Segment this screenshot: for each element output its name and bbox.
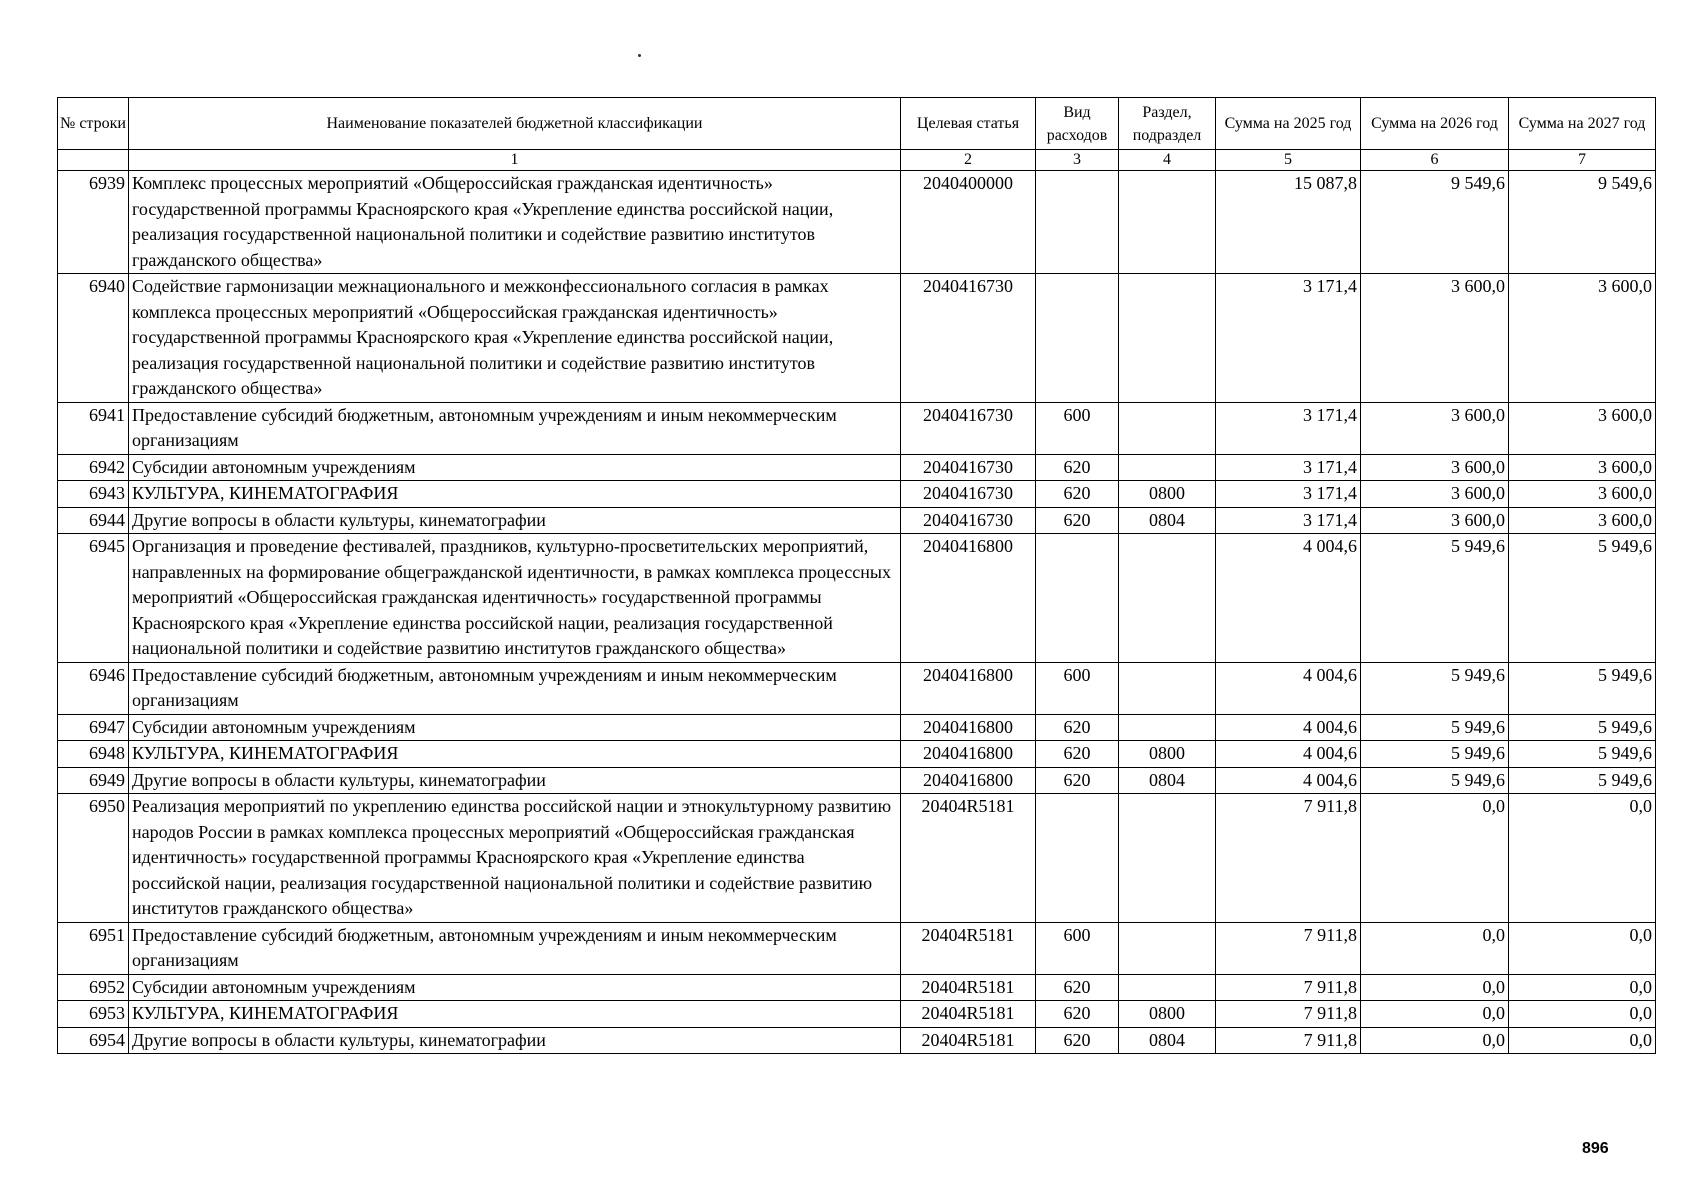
row-name: Субсидии автономным учреждениям — [129, 454, 901, 481]
row-kind: 620 — [1036, 974, 1119, 1001]
row-target: 2040416800 — [901, 662, 1036, 714]
table-row — [58, 171, 1656, 274]
row-kind — [1036, 274, 1119, 403]
row-section: 0804 — [1119, 507, 1216, 534]
row-sum-2027: 0,0 — [1509, 922, 1656, 974]
row-sum-2027: 3 600,0 — [1509, 481, 1656, 508]
row-target: 2040416800 — [901, 741, 1036, 768]
row-sum-2025: 3 171,4 — [1216, 454, 1361, 481]
row-target: 2040416730 — [901, 454, 1036, 481]
row-name: КУЛЬТУРА, КИНЕМАТОГРАФИЯ — [129, 741, 901, 768]
row-name: Другие вопросы в области культуры, кинематографии — [129, 1027, 901, 1054]
row-number: 6940 — [58, 274, 129, 403]
row-target: 2040416730 — [901, 274, 1036, 403]
row-target: 20404R5181 — [901, 922, 1036, 974]
row-section — [1119, 714, 1216, 741]
table-row — [58, 481, 1656, 508]
header-section: Раздел, подраздел — [1119, 98, 1216, 150]
table-row — [58, 534, 1656, 663]
column-number: 4 — [1119, 150, 1216, 171]
column-number: 5 — [1216, 150, 1361, 171]
row-number: 6952 — [58, 974, 129, 1001]
row-sum-2025: 7 911,8 — [1216, 1027, 1361, 1054]
row-sum-2026: 0,0 — [1361, 794, 1509, 923]
row-kind: 620 — [1036, 714, 1119, 741]
row-sum-2027: 3 600,0 — [1509, 454, 1656, 481]
row-number: 6942 — [58, 454, 129, 481]
column-number-row — [58, 150, 1656, 171]
row-sum-2025: 15 087,8 — [1216, 171, 1361, 274]
page-number: 896 — [1582, 1140, 1609, 1157]
table-row — [58, 507, 1656, 534]
row-sum-2025: 4 004,6 — [1216, 662, 1361, 714]
table-row — [58, 454, 1656, 481]
header-sum-2026: Сумма на 2026 год — [1361, 98, 1509, 150]
row-sum-2026: 3 600,0 — [1361, 454, 1509, 481]
row-sum-2026: 5 949,6 — [1361, 662, 1509, 714]
row-target: 20404R5181 — [901, 974, 1036, 1001]
row-sum-2027: 5 949,6 — [1509, 767, 1656, 794]
column-number: 2 — [901, 150, 1036, 171]
table-row — [58, 1027, 1656, 1054]
row-section — [1119, 402, 1216, 454]
row-name: Предоставление субсидий бюджетным, автономным учреждениям и иным некоммерческим организациям — [129, 402, 901, 454]
row-section: 0800 — [1119, 741, 1216, 768]
row-sum-2027: 5 949,6 — [1509, 534, 1656, 663]
table-row — [58, 767, 1656, 794]
row-sum-2026: 3 600,0 — [1361, 481, 1509, 508]
row-kind — [1036, 794, 1119, 923]
row-number: 6951 — [58, 922, 129, 974]
row-number: 6954 — [58, 1027, 129, 1054]
row-sum-2025: 3 171,4 — [1216, 481, 1361, 508]
budget-table — [57, 97, 1656, 1054]
row-target: 20404R5181 — [901, 1027, 1036, 1054]
row-name: КУЛЬТУРА, КИНЕМАТОГРАФИЯ — [129, 1001, 901, 1028]
column-number — [58, 150, 129, 171]
table-row — [58, 402, 1656, 454]
row-sum-2026: 0,0 — [1361, 974, 1509, 1001]
row-sum-2025: 4 004,6 — [1216, 714, 1361, 741]
row-sum-2025: 7 911,8 — [1216, 974, 1361, 1001]
row-kind: 600 — [1036, 662, 1119, 714]
row-sum-2025: 3 171,4 — [1216, 507, 1361, 534]
column-number: 3 — [1036, 150, 1119, 171]
row-kind: 620 — [1036, 767, 1119, 794]
row-sum-2026: 5 949,6 — [1361, 767, 1509, 794]
row-target: 2040416730 — [901, 481, 1036, 508]
row-sum-2026: 0,0 — [1361, 1001, 1509, 1028]
row-target: 2040400000 — [901, 171, 1036, 274]
row-number: 6953 — [58, 1001, 129, 1028]
header-sum-2025: Сумма на 2025 год — [1216, 98, 1361, 150]
row-kind: 620 — [1036, 741, 1119, 768]
row-sum-2026: 3 600,0 — [1361, 274, 1509, 403]
header-kind: Вид расходов — [1036, 98, 1119, 150]
row-sum-2027: 0,0 — [1509, 1027, 1656, 1054]
row-kind: 620 — [1036, 507, 1119, 534]
row-section: 0800 — [1119, 481, 1216, 508]
table-row — [58, 741, 1656, 768]
table-row — [58, 794, 1656, 923]
row-number: 6944 — [58, 507, 129, 534]
row-sum-2027: 0,0 — [1509, 974, 1656, 1001]
row-sum-2025: 7 911,8 — [1216, 794, 1361, 923]
row-sum-2027: 0,0 — [1509, 1001, 1656, 1028]
row-sum-2026: 3 600,0 — [1361, 402, 1509, 454]
row-sum-2026: 0,0 — [1361, 922, 1509, 974]
header-row — [58, 98, 1656, 150]
table-row — [58, 662, 1656, 714]
row-sum-2025: 3 171,4 — [1216, 402, 1361, 454]
row-sum-2025: 7 911,8 — [1216, 922, 1361, 974]
header-row-num: № строки — [58, 98, 129, 150]
row-sum-2026: 5 949,6 — [1361, 534, 1509, 663]
row-kind: 600 — [1036, 402, 1119, 454]
row-section: 0800 — [1119, 1001, 1216, 1028]
row-target: 2040416730 — [901, 402, 1036, 454]
row-number: 6950 — [58, 794, 129, 923]
row-sum-2025: 4 004,6 — [1216, 741, 1361, 768]
row-kind: 620 — [1036, 454, 1119, 481]
row-name: Реализация мероприятий по укреплению единства российской нации и этнокультурному развитию народов России в рамках комплекса процессных мероприятий «Общероссийская гражданская идентичность» государственной программы Красноярского края «Укрепление единства российской нации, реализация государственной национальной политики и содействие развитию институтов гражданского общества» — [129, 794, 901, 923]
row-number: 6946 — [58, 662, 129, 714]
header-name: Наименование показателей бюджетной классификации — [129, 98, 901, 150]
column-number: 1 — [129, 150, 901, 171]
column-number: 7 — [1509, 150, 1656, 171]
row-number: 6948 — [58, 741, 129, 768]
row-sum-2025: 3 171,4 — [1216, 274, 1361, 403]
row-target: 2040416800 — [901, 534, 1036, 663]
row-sum-2025: 4 004,6 — [1216, 767, 1361, 794]
row-number: 6949 — [58, 767, 129, 794]
header-target: Целевая статья — [901, 98, 1036, 150]
row-section — [1119, 274, 1216, 403]
row-sum-2027: 5 949,6 — [1509, 741, 1656, 768]
table-row — [58, 922, 1656, 974]
row-target: 20404R5181 — [901, 794, 1036, 923]
row-sum-2027: 5 949,6 — [1509, 662, 1656, 714]
row-section — [1119, 534, 1216, 663]
row-name: Комплекс процессных мероприятий «Общероссийская гражданская идентичность» государственной программы Красноярского края «Укрепление единства российской нации, реализация государственной национальной политики и содействие развитию институтов гражданского общества» — [129, 171, 901, 274]
table-row — [58, 1001, 1656, 1028]
row-section — [1119, 171, 1216, 274]
row-kind: 620 — [1036, 1001, 1119, 1028]
row-kind — [1036, 171, 1119, 274]
row-sum-2026: 3 600,0 — [1361, 507, 1509, 534]
row-sum-2026: 9 549,6 — [1361, 171, 1509, 274]
row-name: Предоставление субсидий бюджетным, автономным учреждениям и иным некоммерческим организациям — [129, 922, 901, 974]
row-sum-2027: 5 949,6 — [1509, 714, 1656, 741]
row-section — [1119, 794, 1216, 923]
row-sum-2027: 9 549,6 — [1509, 171, 1656, 274]
table-body — [58, 171, 1656, 1054]
row-kind: 620 — [1036, 1027, 1119, 1054]
row-number: 6941 — [58, 402, 129, 454]
column-number: 6 — [1361, 150, 1509, 171]
row-target: 2040416800 — [901, 714, 1036, 741]
row-target: 20404R5181 — [901, 1001, 1036, 1028]
row-kind: 620 — [1036, 481, 1119, 508]
row-sum-2027: 0,0 — [1509, 794, 1656, 923]
row-kind: 600 — [1036, 922, 1119, 974]
row-sum-2025: 4 004,6 — [1216, 534, 1361, 663]
row-name: Организация и проведение фестивалей, праздников, культурно-просветительских мероприятий, направленных на формирование общегражданской идентичности, в рамках комплекса процессных мероприятий «Общероссийская гражданская идентичность» государственной программы Красноярского края «Укрепление единства российской нации, реализация государственной национальной политики и содействие развитию институтов гражданского общества» — [129, 534, 901, 663]
row-sum-2027: 3 600,0 — [1509, 402, 1656, 454]
row-section: 0804 — [1119, 1027, 1216, 1054]
table-row — [58, 714, 1656, 741]
row-number: 6939 — [58, 171, 129, 274]
row-name: Субсидии автономным учреждениям — [129, 974, 901, 1001]
row-name: Субсидии автономным учреждениям — [129, 714, 901, 741]
row-number: 6943 — [58, 481, 129, 508]
row-name: КУЛЬТУРА, КИНЕМАТОГРАФИЯ — [129, 481, 901, 508]
row-sum-2027: 3 600,0 — [1509, 274, 1656, 403]
row-name: Предоставление субсидий бюджетным, автономным учреждениям и иным некоммерческим организациям — [129, 662, 901, 714]
row-number: 6947 — [58, 714, 129, 741]
row-sum-2026: 5 949,6 — [1361, 741, 1509, 768]
row-section: 0804 — [1119, 767, 1216, 794]
row-kind — [1036, 534, 1119, 663]
row-sum-2026: 5 949,6 — [1361, 714, 1509, 741]
row-number: 6945 — [58, 534, 129, 663]
row-sum-2025: 7 911,8 — [1216, 1001, 1361, 1028]
row-section — [1119, 974, 1216, 1001]
row-target: 2040416800 — [901, 767, 1036, 794]
scan-speck — [638, 54, 641, 57]
row-sum-2026: 0,0 — [1361, 1027, 1509, 1054]
row-section — [1119, 454, 1216, 481]
row-sum-2027: 3 600,0 — [1509, 507, 1656, 534]
row-name: Содействие гармонизации межнационального и межконфессионального согласия в рамках комплекса процессных мероприятий «Общероссийская гражданская идентичность» государственной программы Красноярского края «Укрепление единства российской нации, реализация государственной национальной политики и содействие развитию институтов гражданского общества» — [129, 274, 901, 403]
header-sum-2027: Сумма на 2027 год — [1509, 98, 1656, 150]
row-name: Другие вопросы в области культуры, кинематографии — [129, 507, 901, 534]
row-section — [1119, 922, 1216, 974]
table-row — [58, 974, 1656, 1001]
row-section — [1119, 662, 1216, 714]
row-target: 2040416730 — [901, 507, 1036, 534]
row-name: Другие вопросы в области культуры, кинематографии — [129, 767, 901, 794]
table-row — [58, 274, 1656, 403]
